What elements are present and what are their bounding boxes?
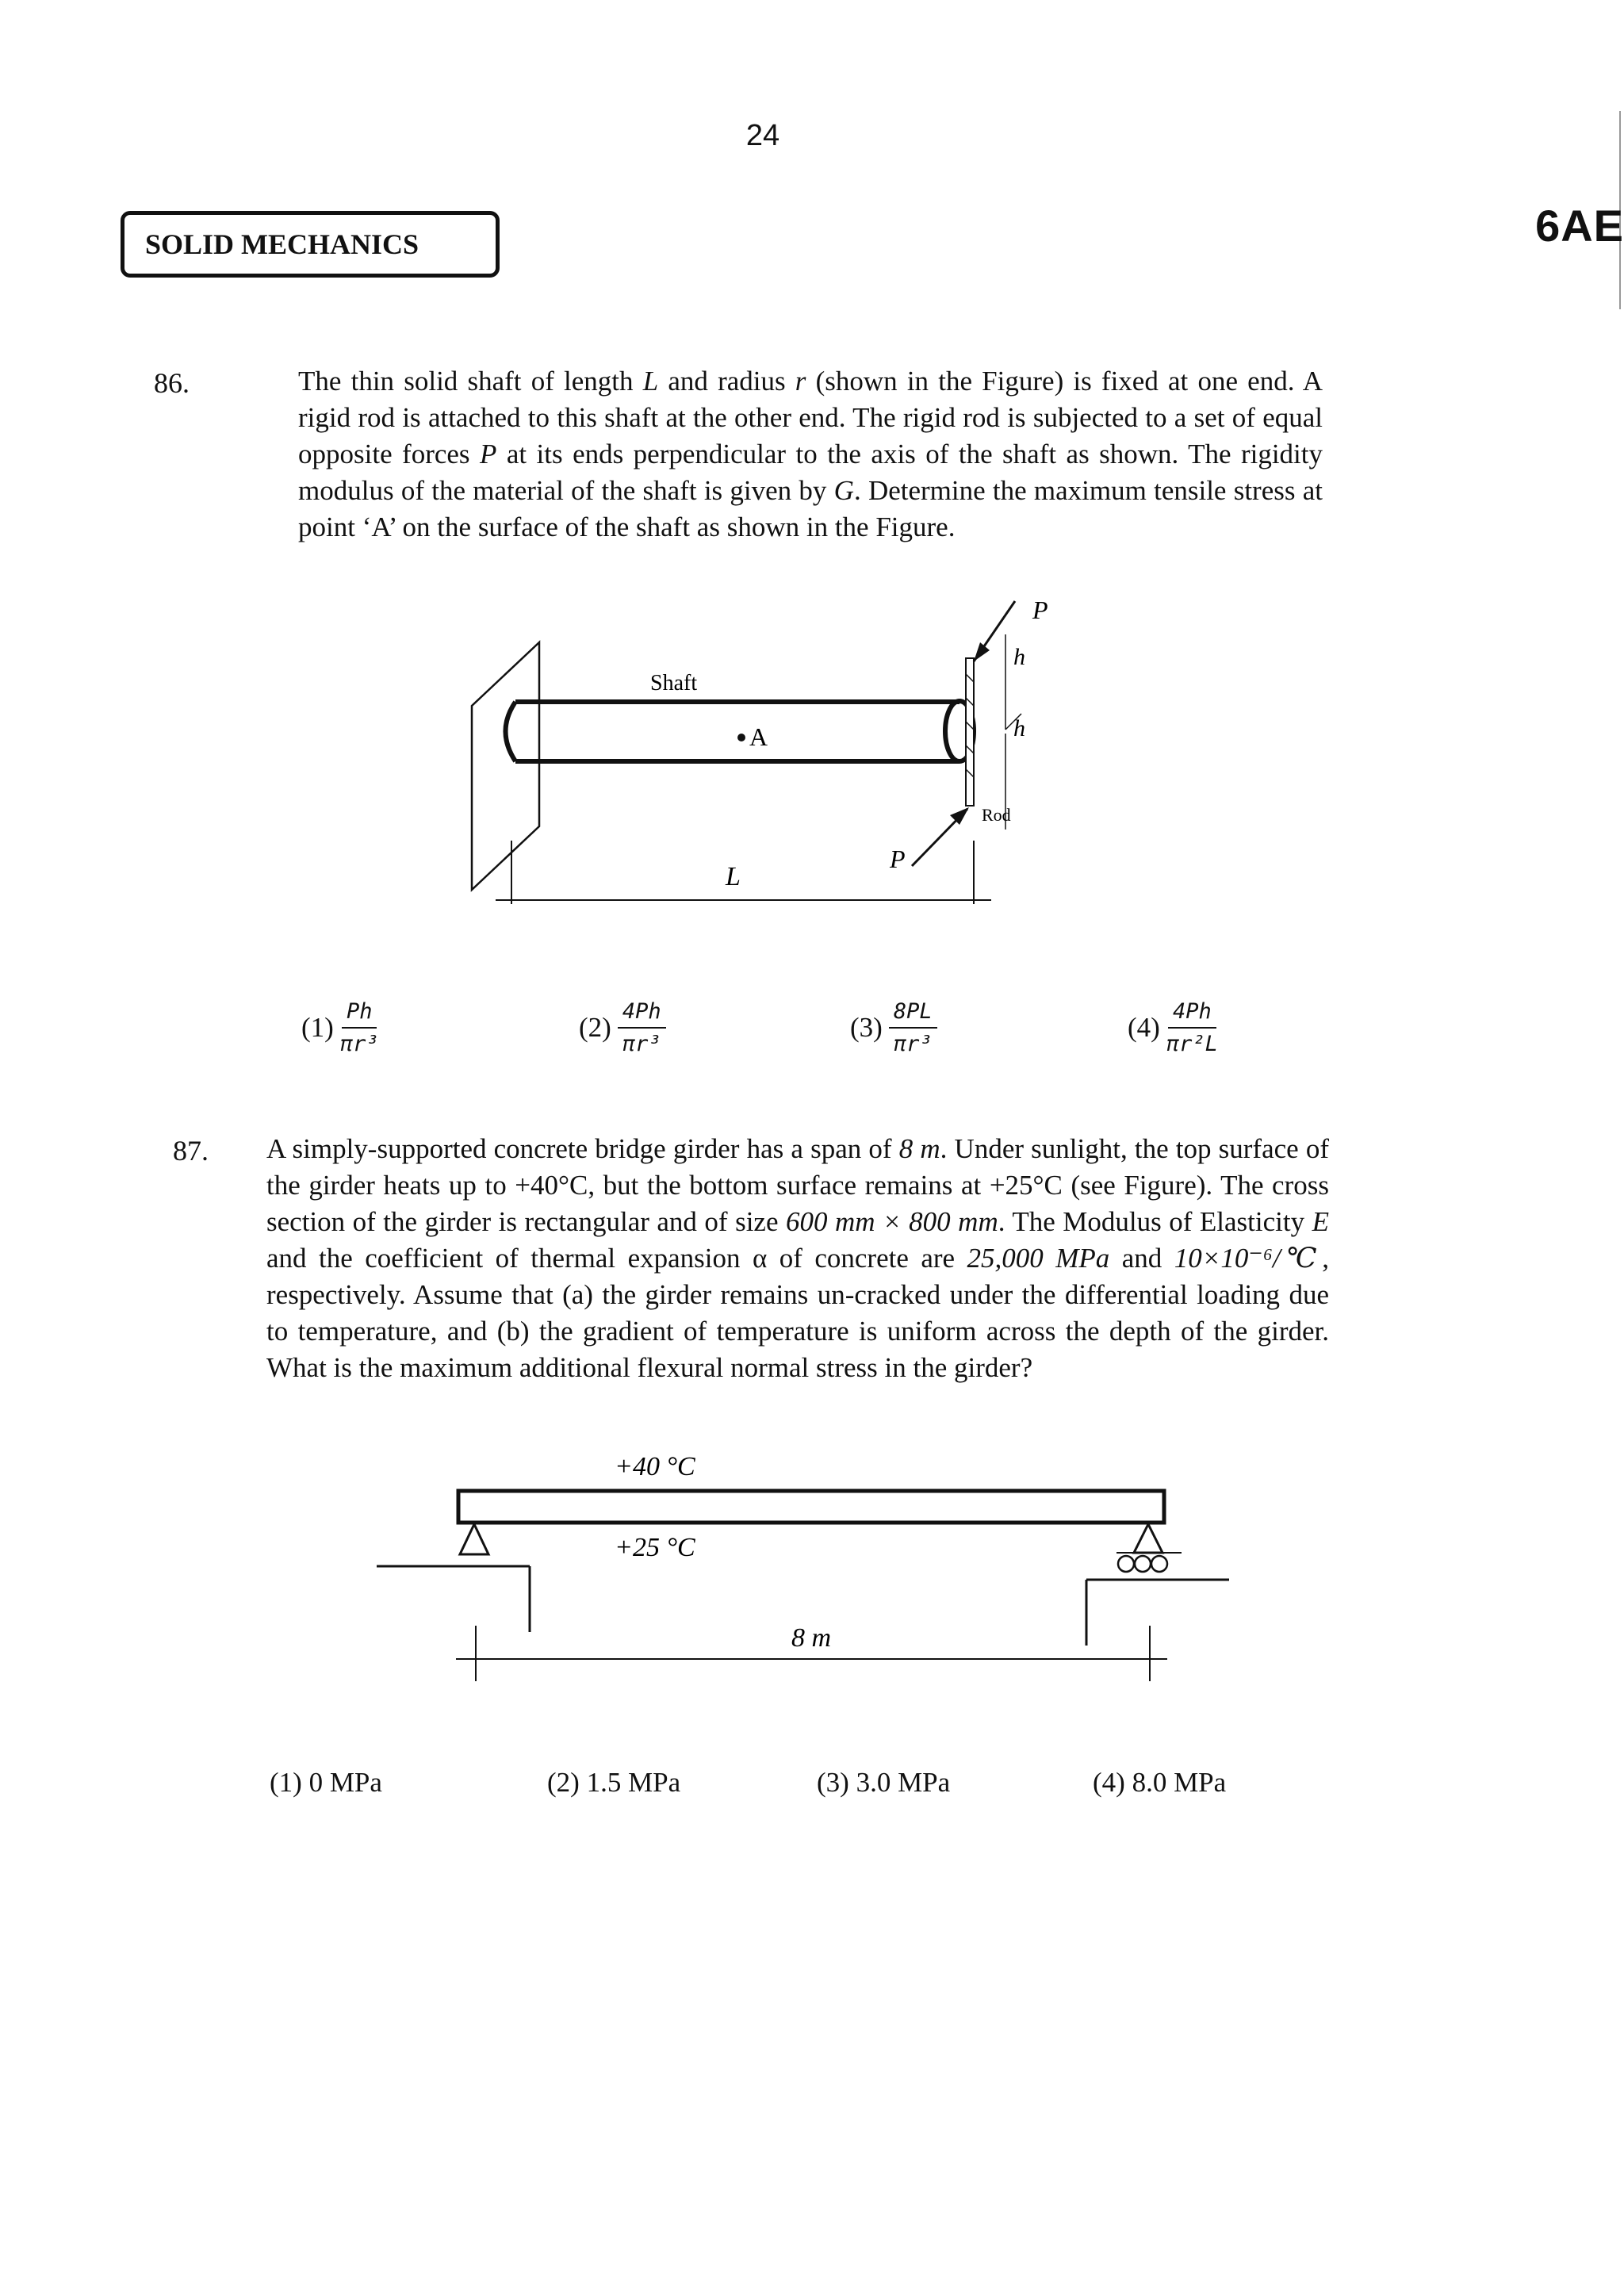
q87-option-4[interactable]: (4) 8.0 MPa [1093,1767,1227,1798]
point-a-label: A [749,722,768,751]
page-number: 24 [745,119,780,152]
q87-option-2[interactable]: (2) 1.5 MPa [547,1767,681,1798]
question-87-number: 87. [173,1135,209,1167]
shaft-fixed-end [506,702,516,761]
force-label-top: P [1032,596,1048,624]
shaft-figure [444,579,1078,928]
fixed-wall [472,642,539,890]
girder-beam [458,1491,1164,1523]
shaft-body [515,702,959,761]
pin-support [460,1524,488,1554]
top-temperature: +40 °C [615,1452,695,1481]
girder-figure [365,1435,1253,1697]
rod-label: Rod [982,805,1011,825]
q86-option-2[interactable]: (2) $\frac{4Ph}{\text{πr³}}$ [579,999,666,1056]
section-title [121,211,500,278]
span-label: 8 m [791,1623,832,1653]
question-86-number: 86. [154,367,190,399]
q87-option-3[interactable]: (3) 3.0 MPa [817,1767,951,1798]
q86-option-4[interactable]: (4) $\frac{4Ph}{\text{πr²L}}$ [1128,999,1218,1056]
force-label-bottom: P [890,845,906,873]
length-label: L [726,862,741,891]
point-a-marker [737,734,745,741]
h-label-top: h [1013,644,1025,670]
bottom-temperature: +25 °C [615,1533,695,1562]
question-87-text: A simply-supported concrete bridge girder has a span of 8 m. Under sunlight, the top surface of the girder heats up to +40°C, but the bottom surface remains at +25°C (see Figure). The cross section of the girder is rectangular and of size 600 mm × 800 mm. The Modulus of Elasticity E and the coefficient of thermal expansion α of concrete are 25,000 MPa and 10×10⁻⁶/℃, respectively. Assume that (a) the girder remains un-cracked under the differential loading due to temperature, and (b) the gradient of temperature is uniform across the depth of the girder. What is the maximum additional flexural normal stress in the girder? [266,1133,1330,1383]
section-title-text: SOLID MECHANICS [145,228,419,260]
q86-option-1[interactable]: (1) $\frac{Ph}{\text{πr³}}$ [301,999,379,1056]
h-label-bottom: h [1013,715,1025,741]
q86-option-3[interactable]: (3) $\frac{8PL}{\text{πr³}}$ [850,999,937,1056]
shaft-label: Shaft [650,671,698,695]
roller-support [1134,1524,1162,1553]
question-86-text: The thin solid shaft of length L and radius r (shown in the Figure) is fixed at one end. A rigid rod is attached to this shaft at the other end. The rigid rod is subjected to a set of equal opposite forces P at its ends perpendicular to the axis of the shaft as shown. The rigidity modulus of the material of the shaft is given by G. Determine the maximum tensile stress at point ‘A’ on the surface of the shaft as shown in the Figure. [298,366,1323,542]
exam-code: 6AE [1535,201,1624,251]
q87-option-1[interactable]: (1) 0 MPa [270,1767,382,1798]
